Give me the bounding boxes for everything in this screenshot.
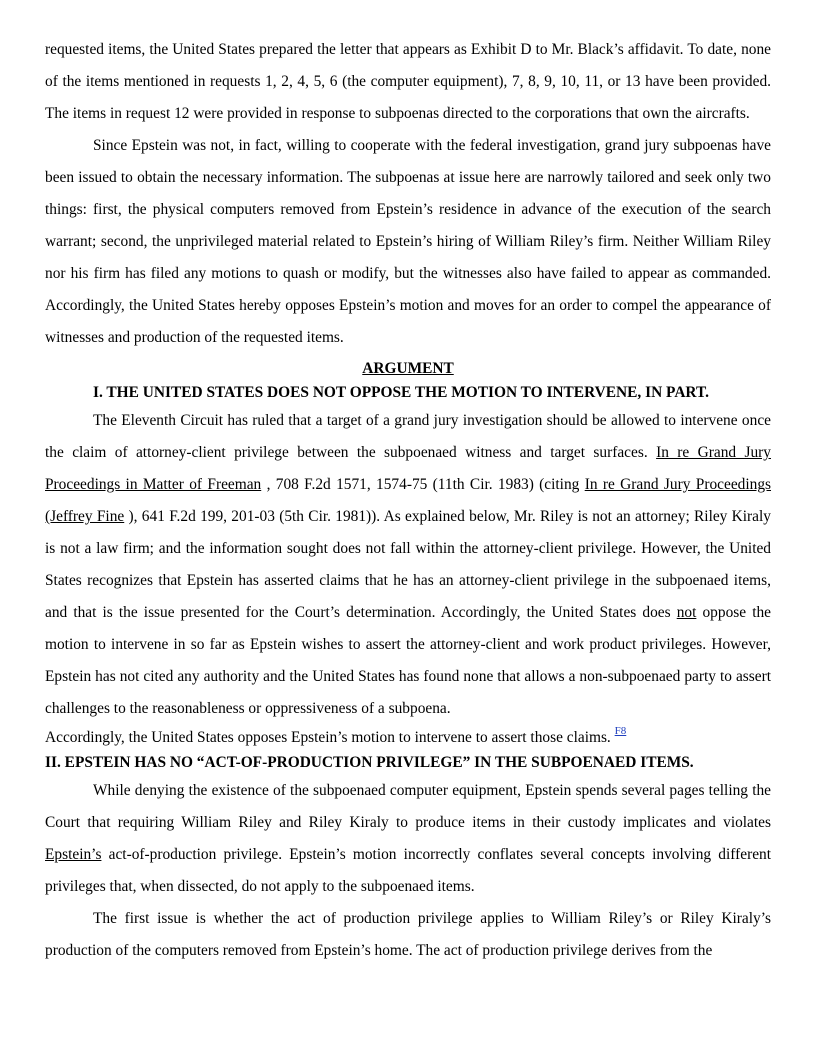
document-page [45,34,771,967]
text-run: , 708 F.2d 1571, 1574-75 (11th Cir. 1983) (citing [261,476,585,493]
text-run: act-of-production privilege. Epstein’s motion incorrectly conflates several concepts involving different privileges that, when dissected, do not apply to the subpoenaed items. [45,846,771,895]
paragraph-first-issue: The first issue is whether the act of production privilege applies to William Riley’s or Riley Kiraly’s production of the computers removed from Epstein’s home. The act of production privilege derives from the [45,910,771,959]
footnote-link[interactable]: F8 [614,725,627,737]
text-run: Accordingly, the United States opposes Epstein’s motion to intervene to assert those claims. [45,729,615,746]
text-run: While denying the existence of the subpoenaed computer equipment, Epstein spends several pages telling the Court that requiring William Riley and Riley Kiraly to produce items in their custody implicates and violates [45,782,771,831]
emphasis-epsteins: Epstein’s [45,846,102,863]
argument-heading: ARGUMENT [362,360,454,377]
paragraph-exhibit-d: requested items, the United States prepared the letter that appears as Exhibit D to Mr. Black’s affidavit. To date, none of the items mentioned in requests 1, 2, 4, 5, 6 (the computer equipment), 7, 8, 9, 10, 11, or 13 have been provided. The items in request 12 were provided in response to subpoenas directed to the corporations that own the aircrafts. [45,41,771,122]
case-citation-fine: In re Grand Jury Proceedings (Jeffrey Fine [45,476,772,525]
text-run: The Eleventh Circuit has ruled that a target of a grand jury investigation should be allowed to intervene once the claim of attorney-client privilege between the subpoenaed witness and target surfaces. [45,412,771,461]
case-citation-freeman: In re Grand Jury Proceedings in Matter of Freeman [45,444,771,493]
emphasis-not: not [676,604,697,621]
section-2-heading: II. EPSTEIN HAS NO “ACT-OF-PRODUCTION PRIVILEGE” IN THE SUBPOENAED ITEMS. [45,754,694,771]
paragraph-act-of-production [45,775,771,903]
paragraph-opposes-claims [45,725,771,751]
paragraph-intervene [45,405,771,725]
text-run: oppose the motion to intervene in so far as Epstein wishes to assert the attorney-client and work product privileges. However, Epstein has not cited any authority and the United States has found none that allows a non-subpoenaed party to assert challenges to the reasonableness or oppressiveness of a subpoena. [45,604,771,717]
paragraph-subpoenas: Since Epstein was not, in fact, willing to cooperate with the federal investigation, grand jury subpoenas have been issued to obtain the necessary information. The subpoenas at issue here are narrowly tailored and seek only two things: first, the physical computers removed from Epstein’s residence in advance of the execution of the search warrant; second, the unprivileged material related to Epstein’s hiring of William Riley’s firm. Neither William Riley nor his firm has filed any motions to quash or modify, but the witnesses also have failed to appear as commanded. Accordingly, the United States hereby opposes Epstein’s motion and moves for an order to compel the appearance of witnesses and production of the requested items. [45,137,771,346]
section-1-heading: I. THE UNITED STATES DOES NOT OPPOSE THE MOTION TO INTERVENE, IN PART. [93,384,709,401]
text-run: ), 641 F.2d 199, 201-03 (5th Cir. 1981)). As explained below, Mr. Riley is not an attorney; Riley Kiraly is not a law firm; and the information sought does not fall within the attorney-client privilege. However, the United States recognizes that Epstein has asserted claims that he has an attorney-client privilege in the subpoenaed items, and that is the issue presented for the Court’s determination. Accordingly, the United States does [45,508,771,621]
